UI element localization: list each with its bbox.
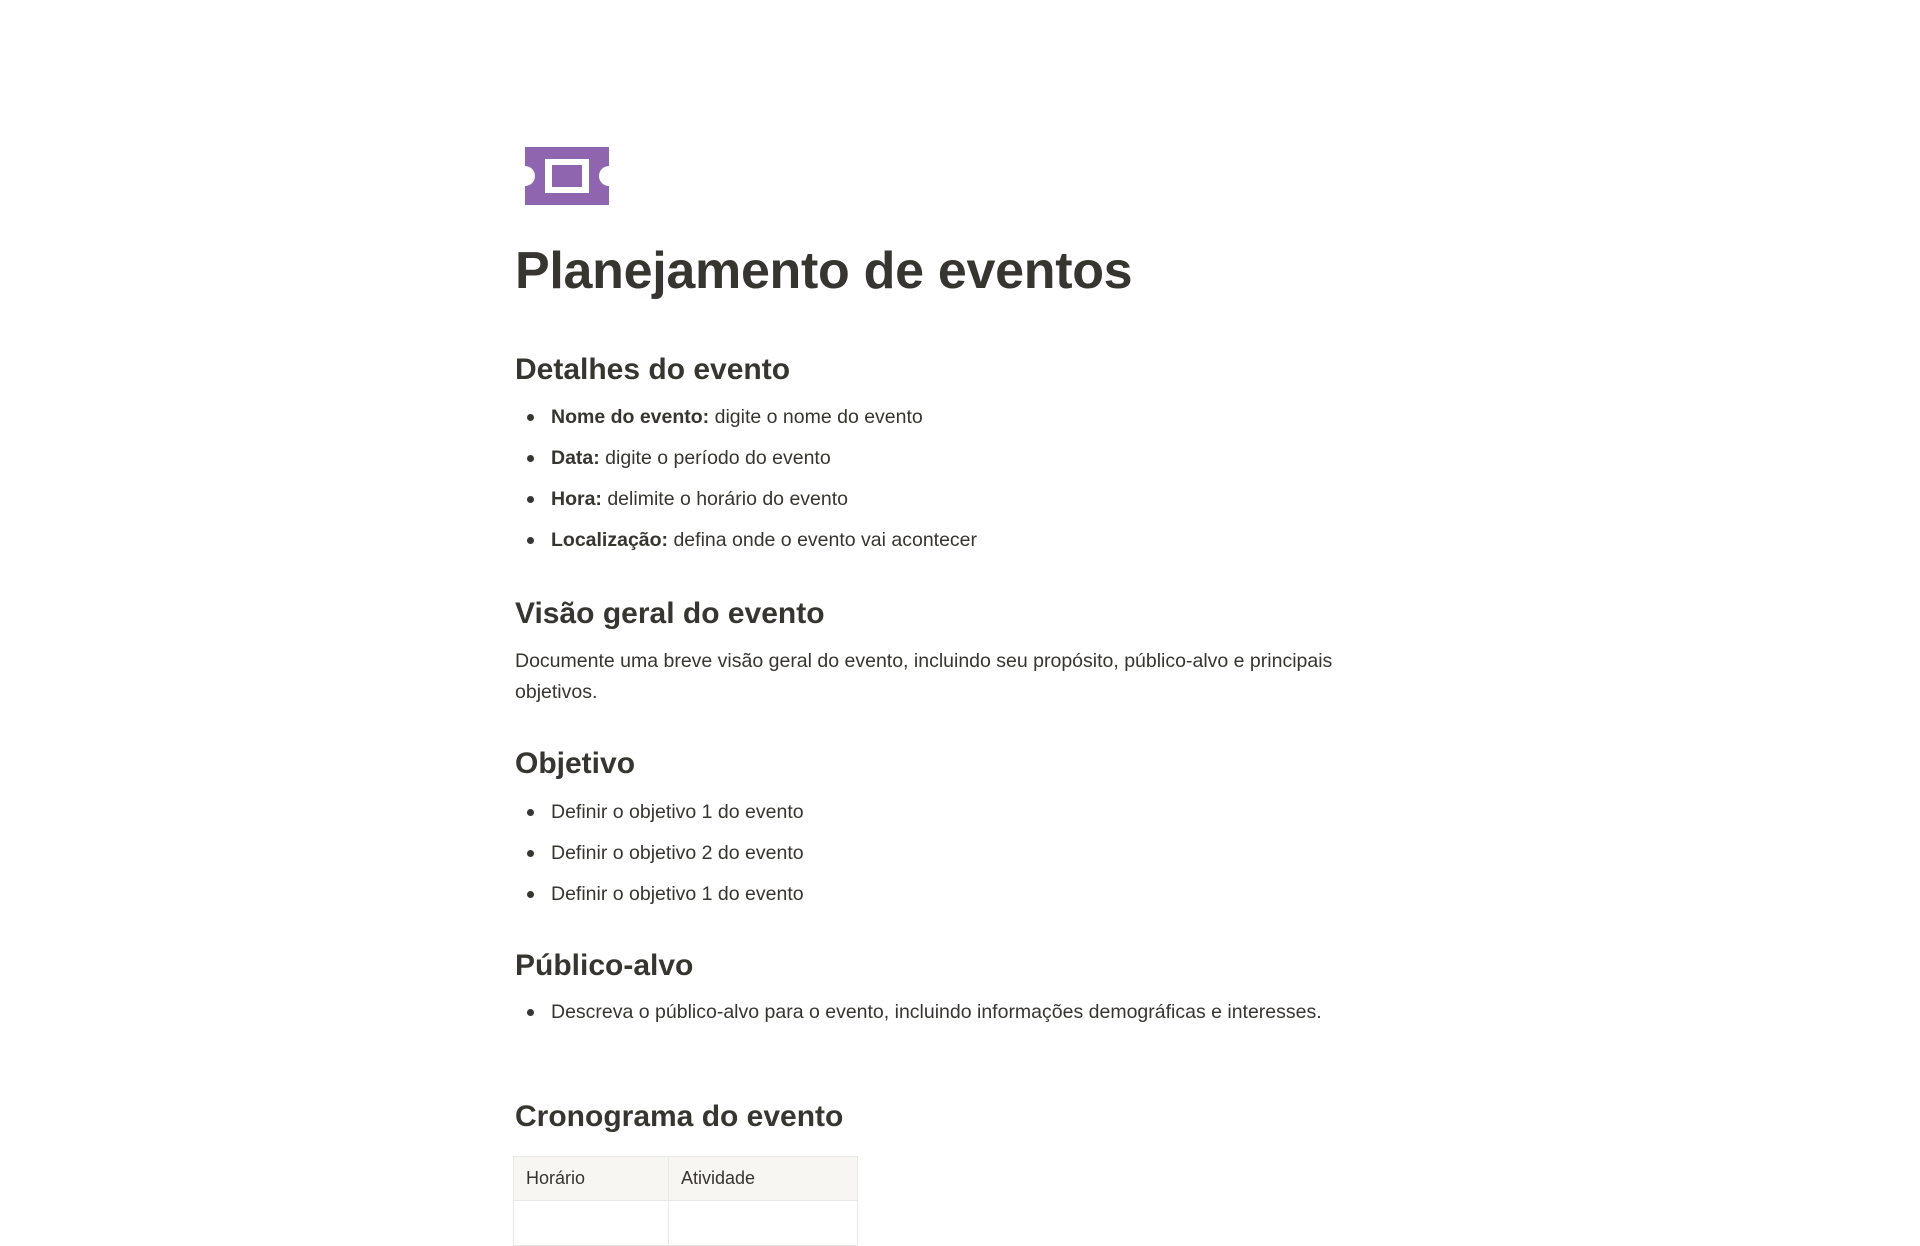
item-text: Definir o objetivo 1 do evento bbox=[551, 883, 804, 905]
audience-list bbox=[515, 997, 1345, 1028]
bullet-icon bbox=[527, 537, 534, 544]
list-item[interactable] bbox=[515, 525, 1395, 566]
item-text: digite o período do evento bbox=[599, 447, 831, 469]
list-item[interactable] bbox=[515, 443, 1395, 484]
item-label: Nome do evento: bbox=[551, 406, 710, 428]
table-header-row bbox=[514, 1157, 858, 1201]
bullet-icon bbox=[527, 414, 534, 421]
list-item[interactable] bbox=[515, 838, 1395, 879]
heading-event-schedule[interactable]: Cronograma do evento bbox=[515, 1100, 844, 1133]
column-header-time[interactable]: Horário bbox=[514, 1157, 669, 1201]
bullet-icon bbox=[527, 496, 534, 503]
heading-objective[interactable]: Objetivo bbox=[515, 747, 636, 780]
heading-target-audience[interactable]: Público-alvo bbox=[515, 949, 694, 982]
item-text: delimite o horário do evento bbox=[601, 488, 848, 510]
overview-paragraph[interactable]: Documente uma breve visão geral do evento, incluindo seu propósito, público-alvo e principais objetivos. bbox=[515, 650, 1333, 703]
item-text: Definir o objetivo 1 do evento bbox=[551, 801, 804, 823]
heading-event-details[interactable]: Detalhes do evento bbox=[515, 353, 791, 386]
heading-event-overview[interactable]: Visão geral do evento bbox=[515, 597, 825, 630]
objective-list bbox=[515, 797, 1395, 920]
list-item[interactable] bbox=[515, 484, 1395, 525]
event-details-list bbox=[515, 402, 1395, 566]
bullet-icon bbox=[527, 1009, 534, 1016]
item-label: Hora: bbox=[551, 488, 602, 510]
bullet-icon bbox=[527, 891, 534, 898]
list-item[interactable] bbox=[515, 879, 1395, 920]
item-label: Data: bbox=[551, 447, 600, 469]
list-item[interactable] bbox=[515, 797, 1395, 838]
bullet-icon bbox=[527, 455, 534, 462]
item-text: digite o nome do evento bbox=[709, 406, 923, 428]
bullet-icon bbox=[527, 850, 534, 857]
column-header-activity[interactable]: Atividade bbox=[669, 1157, 858, 1201]
item-text: Definir o objetivo 2 do evento bbox=[551, 842, 804, 864]
table-cell[interactable] bbox=[514, 1201, 669, 1246]
schedule-table bbox=[513, 1156, 858, 1246]
item-text: defina onde o evento vai acontecer bbox=[668, 529, 978, 551]
list-item[interactable] bbox=[515, 997, 1345, 1028]
list-item[interactable] bbox=[515, 402, 1395, 443]
bullet-icon bbox=[527, 809, 534, 816]
item-label: Localização: bbox=[551, 529, 669, 551]
ticket-icon[interactable] bbox=[525, 147, 609, 205]
table-row bbox=[514, 1201, 858, 1246]
page-title[interactable]: Planejamento de eventos bbox=[515, 242, 1133, 300]
table-cell[interactable] bbox=[669, 1201, 858, 1246]
item-text: Descreva o público-alvo para o evento, incluindo informações demográficas e interesses. bbox=[551, 1001, 1322, 1023]
